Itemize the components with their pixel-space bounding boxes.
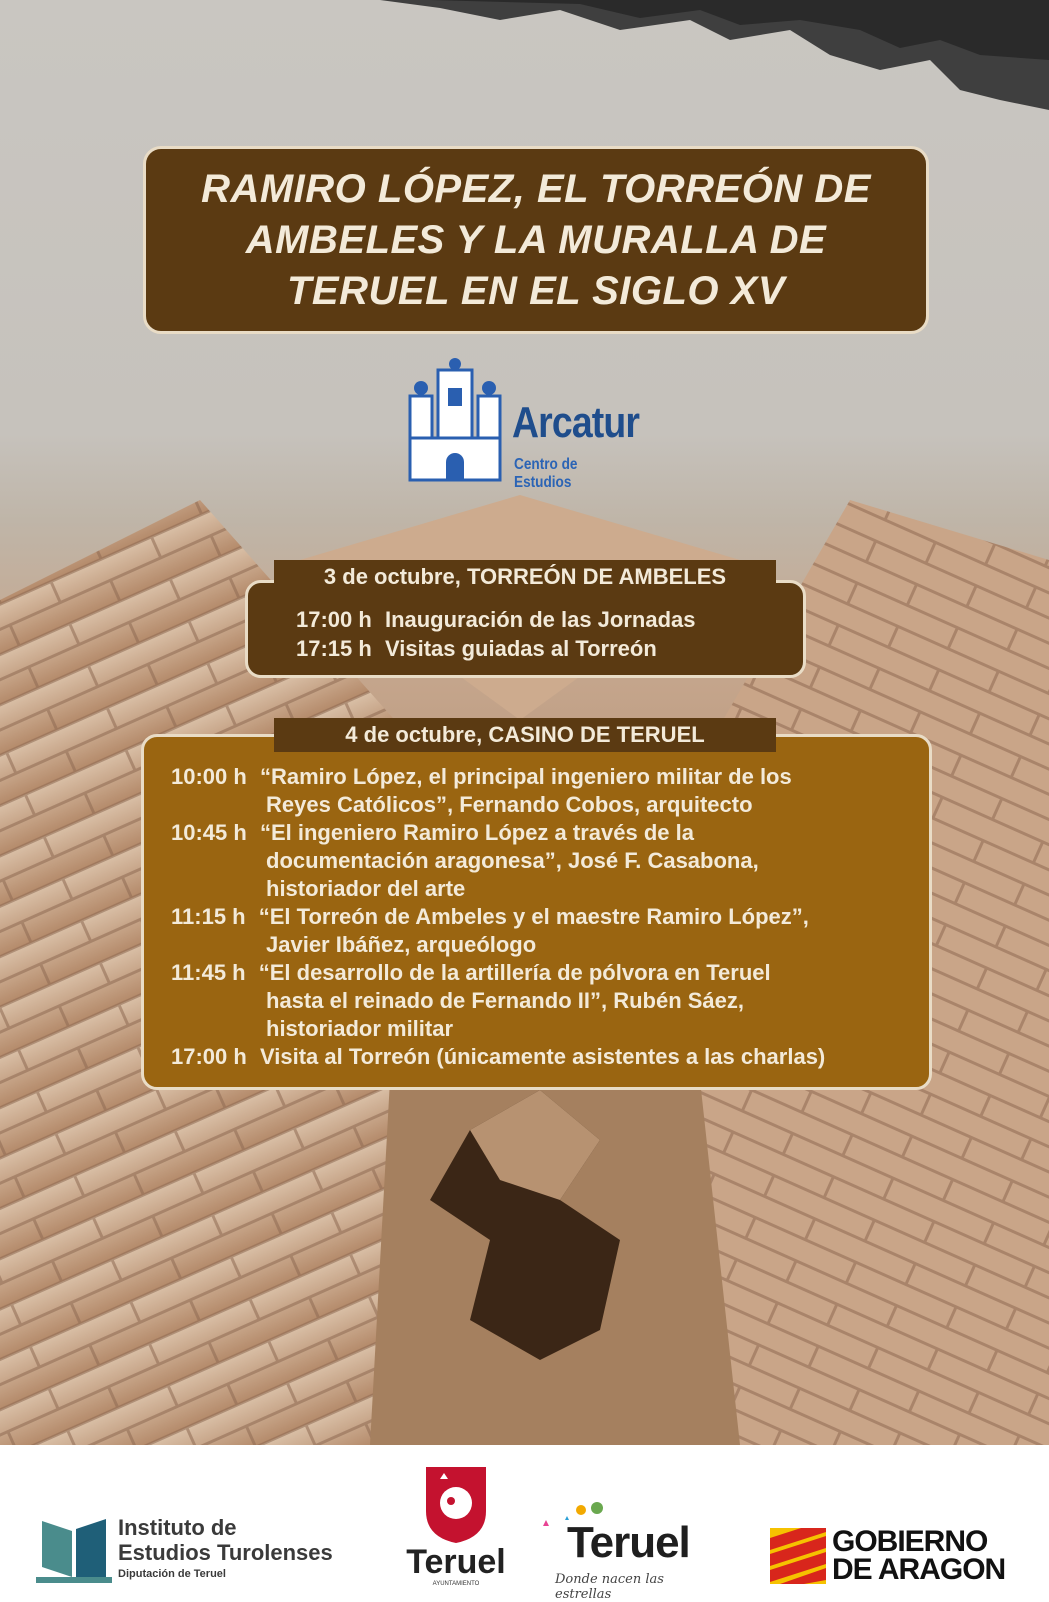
day2-item-3-line-1: “El Torreón de Ambeles y el maestre Ramiro López”, [258, 904, 809, 929]
day2-item-2-line-1: “El ingeniero Ramiro López a través de la [259, 820, 694, 845]
ayuntamiento-teruel-logo [396, 1465, 516, 1590]
day1-item-1-text: Inauguración de las Jornadas [384, 607, 696, 632]
day2-item-2-line-2: documentación aragonesa”, José F. Casabona, [266, 848, 759, 873]
day2-item-3 [171, 903, 809, 931]
arcatur-logo [408, 358, 648, 491]
day1-item-2-time: 17:15 h [296, 636, 372, 661]
ie-book-icon [36, 1515, 112, 1587]
day2-item-4-line-2: hasta el reinado de Fernando II”, Rubén Sáez, [266, 988, 744, 1013]
day2-item-4-time: 11:45 h [171, 960, 246, 985]
arcatur-name: Arcatur [512, 398, 640, 447]
gobierno-aragon-logo [770, 1526, 1030, 1586]
day1-label: 3 de octubre, TORREÓN DE AMBELES [274, 560, 776, 594]
title-box [143, 146, 929, 334]
ie-name-line-2: Estudios Turolenses [118, 1540, 333, 1565]
teruel-turismo-logo [535, 1500, 715, 1602]
instituto-estudios-turolenses-logo [36, 1515, 376, 1587]
day1-item-2 [296, 635, 657, 663]
day2-item-1-line-1: “Ramiro López, el principal ingeniero militar de los [259, 764, 792, 789]
day2-item-3-line-2: Javier Ibáñez, arqueólogo [266, 932, 537, 957]
ayuntamiento-subtitle: AYUNTAMIENTO [432, 1581, 480, 1587]
day2-item-2 [171, 819, 694, 847]
gobierno-line-1: GOBIERNO [832, 1525, 988, 1558]
day2-item-2-line-3: historiador del arte [266, 876, 466, 901]
ie-name-line-3: Diputación de Teruel [118, 1568, 226, 1580]
day2-label: 4 de octubre, CASINO DE TERUEL [274, 718, 776, 752]
day2-item-1-line-2: Reyes Católicos”, Fernando Cobos, arquitecto [266, 792, 753, 817]
arcatur-subtitle: Centro de Estudios [514, 456, 578, 491]
day2-item-5-time: 17:00 h [171, 1044, 247, 1069]
day2-item-4 [171, 959, 771, 987]
day2-item-4-line-3: historiador militar [266, 1016, 454, 1041]
day2-item-1-time: 10:00 h [171, 764, 247, 789]
day1-item-1-time: 17:00 h [296, 607, 372, 632]
day1-item-1 [296, 606, 696, 634]
teruel-turismo-slogan: Donde nacen las estrellas [555, 1572, 664, 1602]
day2-item-3-time: 11:15 h [171, 904, 246, 929]
ayuntamiento-name: Teruel [406, 1543, 506, 1581]
day2-item-4-line-1: “El desarrollo de la artillería de pólvora en Teruel [258, 960, 771, 985]
day1-item-2-text: Visitas guiadas al Torreón [384, 636, 657, 661]
day2-item-5 [171, 1043, 825, 1071]
ie-name-line-1: Instituto de [118, 1515, 237, 1540]
day2-item-5-line-1: Visita al Torreón (únicamente asistentes a las charlas) [259, 1044, 826, 1069]
gobierno-line-2: DE ARAGON [832, 1553, 1006, 1586]
aragon-flag-icon [770, 1528, 826, 1584]
teruel-turismo-name: Teruel [567, 1518, 690, 1567]
poster-title: RAMIRO LÓPEZ, EL TORREÓN DE AMBELES Y LA MURALLA DE TERUEL EN EL SIGLO XV [201, 166, 871, 313]
day2-item-1 [171, 763, 792, 791]
castle-icon [408, 358, 504, 486]
ayuntamiento-shield-icon [396, 1465, 516, 1545]
day2-item-2-time: 10:45 h [171, 820, 247, 845]
